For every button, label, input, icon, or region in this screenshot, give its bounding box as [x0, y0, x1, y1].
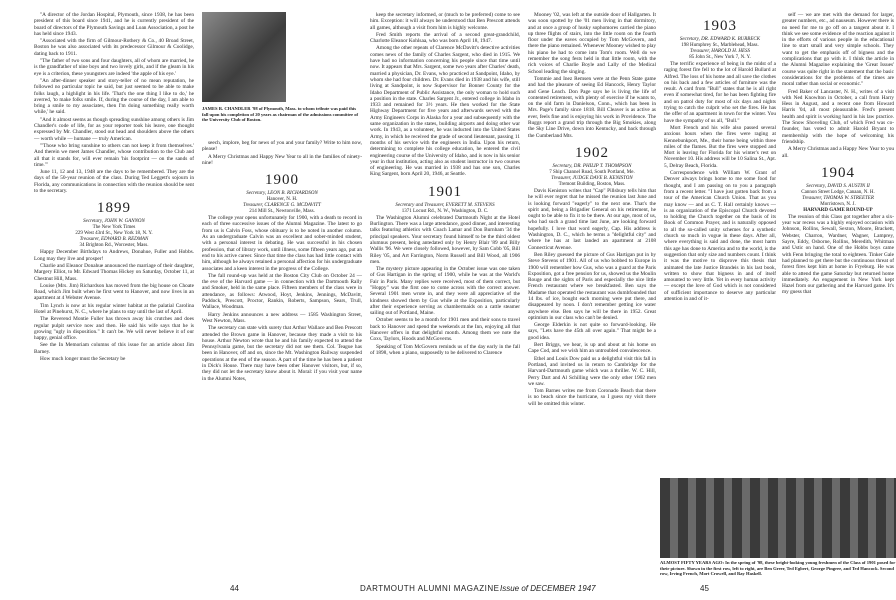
- issue-date: Issue of DECEMBER 1947: [500, 584, 596, 593]
- column-6: [782, 12, 894, 472]
- paragraph: Correspondence with William W. Grant of Denver always brings home to me some food for thought, and I am passing on to you a paragraph from a recent letter. "I have just gotten back from a tour of the American Church Union. That as you may know — and as C. T. Hall certainly knows — is an organization of the Episcopal Church devoted to holding the Church together on the basis of its Book of Common Prayer, and is naturally opposed to all the so-called unity schemes for a synthetic church so much in vogue in these days. After all, where everything is said and done, the most harm this age has done to America and to the world, is the suggestion that only size and numbers count. I think it was the motive to disprove this thesis that animated the late Justice Brandeis in his last book, written to show that bigness in and of itself amounted to very little. Yet in every human activity — except the love of God which is not considered of sufficient importance to deserve any particular attention in and of it-: [664, 170, 776, 302]
- paragraph: The mystery picture appearing in the October issue was one taken of Gus Hartigan in the spring of 1900, while he was at the World's Fair in Paris. Many replies were received, most of them correct, but "Hoppy" was the first one to come across with the correct answer. Several 1901 men wrote in, and they were all appreciative of the kindness showed them by Gus while at the Exposition, particularly after their experience serving as chambermaids on a cattle steamer sailing out of Portland, Maine.: [370, 266, 520, 317]
- column-4: [528, 12, 656, 580]
- paragraph: keep the secretary informed, or (much to be preferred) come to see him. Exception: it will always be understood that Ben Prescott attends all games, although a visit from him is highly welcome.: [370, 12, 520, 31]
- portrait-photo: [202, 12, 286, 102]
- paragraph: Ethel and Louis Dow paid us a delightful visit this fall in Portland, and invited us in return to Cambridge for the Harvard-Dartmouth game which was a thriller. W. C. Hill, Perry Dart and Al Schilling were the only other 1902 men we saw.: [528, 355, 656, 387]
- treasurer-line: Treasurer, HAROLD H. HESS: [689, 49, 751, 54]
- address-line: 198 Humphrey St., Marblehead, Mass.: [681, 43, 759, 48]
- address-line: 214 Mill St., Newtonville, Mass.: [249, 209, 315, 215]
- paragraph: See the In Memoriam columns of this issue for an article about Jim Barney.: [34, 342, 194, 355]
- paragraph: Among the other repeats of Clarence McDavitt's detective activities comes news of the family of Charles Sargent, who died in 1915. We have had no information concerning his people since that time until now. It appears that Mrs. Sargent, some two years after Charles' death, married a physician, Dr. Evans, who practiced at Sandpoint, Idaho, by whom she had four children. Dr. Evans died in 1938 and his wife, still living at Sandpoint, is now Supervisor for Bonner County for the Idaho Department of Public Assistance, the only woman to hold such a position in the state. Charles Sargent Jr., entered college in Idaho in 1933 and remained for 3½ years. He then worked for the State Highway Department for five years and afterwards served with the Army Engineers Corps in Alaska for a year and subsequently with the same organization in the states, building airports and doing other war work. In 1943, as a volunteer, he was inducted into the United States Army, in which he received the grade of second lieutenant, passing 11 months of his service with the engineers in India. Upon his return, determining to complete his college education, he entered the civil engineering course of the University of Idaho, and is now in his senior year in that institution, acting also as student instructor in two courses of engineering. He was married in 1938 and has one son, Charles King Sargent, born April 20, 1946, at Seattle.: [370, 45, 520, 178]
- paragraph: A Merry Christmas and Happy New Year to all in the families of ninety-nine!: [202, 153, 362, 166]
- secretary-line: Secretary, DR. PHILIP T. THOMPSON: [552, 163, 632, 169]
- column-2: [202, 140, 362, 580]
- column-5: [664, 12, 776, 472]
- class-group-photo: [660, 478, 896, 558]
- treasurer-line: Treasurer, THOMAS W. STREETER: [802, 195, 874, 201]
- paragraph: Mort French and his wife also passed several anxious hours when the fires were raging at Kennebunkport, Me., their home being within three miles of the flames. But the fires were stopped and Mort is leaving for Florida for his winter's rest on November 10. His address will be 10 Salina St., Apt. 5, Delray Beach, Florida.: [664, 124, 776, 169]
- magazine-title: DARTMOUTH ALUMNI MAGAZINE: [360, 584, 500, 593]
- paragraph: George Elderkin is not quite so forward-looking. He says, "Lets have the 45th all over again." That might be a good idea.: [528, 322, 656, 341]
- paragraph: Louise (Mrs. Jim) Richardson has moved from the big house on Choate Road, which Jim built when he first went to Hanover, and now lives in an apartment at 4 Webster Avenue.: [34, 282, 194, 302]
- secretary-line: Secretary and Treasurer, EVERETT M. STEVENS: [395, 202, 495, 208]
- paragraph: The Washington Alumni celebrated Dartmouth Night at the Hotel Burlington. There was a large attendance, good dinner, and interesting talks featuring athletics with Coach Lamar and Don Burnham '34 the principal speakers. Your secretary found himself to be the third oldest alumnus present, being antedated only by Henry Blair '89 and Billy Wallis '96. We were closely followed, however, by Sam Cobb '05, Bill Riley '05, and Art Farrington, Norm Russell and Bill Wood, all 1906 men.: [370, 214, 520, 265]
- paragraph: How much longer must the Secretary be: [40, 356, 126, 363]
- paragraph: Happy December Birthdays to Andrews, Donahue, Fuller and Hobbs. Long may they live and prosper!: [34, 249, 194, 262]
- paragraph: Harry Jenkins announces a new address — 1585 Washington Street, West Newton, Mass.: [202, 311, 362, 324]
- address-line: Hanover, N. H.: [266, 197, 298, 203]
- paragraph: self — we are met with the demand for larger, greater numbers, etc., ad nauseum. However there is no need for me to go off on a tangent about it. I think we see some evidence of the reaction against it in the efforts of various people in the educational line to start small and very simple schools. They want to get the emphasis off of bigness and the complications that go with it. I think the article in the Alumni Magazine explaining the 'Great Issues' course was quite right in the statement that the basic considerations for the problems of the times are moral rather than social or economic.": [782, 12, 894, 88]
- paragraph: June 11, 12 and 13, 1948 are the days to be remembered. They are the days of the 50-year reunion of the class. During Ted Leggett's sojourn in Florida, any communications in connection with the reunion should be sent to the secretary.: [34, 169, 194, 195]
- class-year-heading: 1899: [97, 200, 131, 217]
- treasurer-line: Treasurer, CLARENCE G. MCDAVITT: [243, 203, 321, 209]
- paragraph: The secretary can state with surety that Arthur Wallace and Ben Prescott attended the Brown game in Hanover, because they made a visit to his house. Arthur Newton wrote that he and his family expected to attend the Pennsylvania game, but the secretary did not see them. Col. Teague has been in Hanover, off and on, since the Mt. Washington Railway suspended operations at the end of the season. A part of the time he has been a patient in Dick's House. There may have been other Hanover visitors, but, if so, they did not let the secretary know about it. Moral: if you visit your name in the Alumni Notes,: [202, 325, 362, 382]
- paragraph: The terrific experience of being in the midst of a raging forest fire fell to the lot of Harold Bullard at Alfred. The loss of his home and all save the clothes on his back and a few articles of furniture was the result. A card from "Bull" states that he is all right even if somewhat tired, for he has been fighting fire and on patrol duty for most of six days and nights trying to catch the culprit who set the fires. He has the offer of an apartment in town for the winter. You have the sympathy of us all, "Bull.": [664, 61, 776, 124]
- paragraph: The college year opens unfortunately for 1900, with a death to record in each of three successive issues of the Alumni Magazine. The latest to go from us is Calvin Foss, whose obituary is to be noted in another column. As an undergraduate Calvin was an excellent and sober-minded student, with a personal interest in debating. He was successful in his chosen profession, that of library work, until illness, some fifteen years ago, put an end to his active career. Since that time the class has had little contact with him, although he always retained a personal affection for his undergraduate associates and a keen interest in the progress of the College.: [202, 215, 362, 272]
- paragraph: Ben Riley guessed the picture of Gus Hartigan put in by Steve Stevens of 1901. All of us who bobbed to Europe in 1900 will remember how Gus, who was a guard at the Paris Exposition, got a free pension for us, showed us the Moulin Rouge and the sights of Paris and especially the nice little French restaurant where we breakfasted. Ben says the Madame that operated the restaurant was dumbfounded that 14 lbs. of ice, bought each morning were put there, and disappeared by noon. I don't remember getting ice water anywhere else. Ben says he will be there in 1952. Great optimism in our class who can't be denied.: [528, 251, 656, 321]
- paragraph: Mooney '02, was left at the outside door of Hallgarten. It was soon spotted by the '01 men living in that dormitory, and at once a group of husky sophomores carried the piano up three flights of stairs, into the little room on the fourth floor under the eaves occupied by Tom McGovern, and there the piano remained. Whenever Mooney wished to play his piano he had to come into Tom's room. Well do we remember the song fests held in that little room, with the rich voices of Charlie Boyle and Lally of the Medical School leading the singing.: [528, 12, 656, 75]
- secretary-line: Secretary, DAVID S. AUSTIN II: [806, 183, 870, 189]
- paragraph: Tim Lynch is now at his regular winter habitat at the palatial Carolina Hotel at Pinehurst, N. C., where he plans to stay until the last of April.: [34, 302, 194, 315]
- secretary-line: Secretary, LEON B. RICHARDSON: [246, 191, 318, 197]
- paragraph: The reunion of this Class got together after a six-year war recess was a highly enjoyed occasion with Johnson, Rollins, Sewall, Sexton, Moore, Brackett, Webster, Charron, Wardner, Wagner, Lamprey, Sayre, Eddy, Osborne, Rollins, Meredith, Whitman and Ustic on hand. One of the Hobbs boys came with Fenn bringing the total to eighteen. Tinker Gale had planned to get there but the continuous threat of forest fires kept him at home in Fryeburg. He was able to attend the game Saturday but returned home immediately. An engagement in New York kept Hazel from our gathering and the Harvard game. It's my guess that: [782, 213, 894, 296]
- photo-caption: JAMES R. CHANDLER '98 of Plymouth, Mass. to whom tribute was paid this fall upon his completion of 20 years as chairman of the admissions committee of the University Club of Boston.: [202, 106, 359, 123]
- treasurer-line: Treasurer, JUDGE DAVE B. KENISTON: [551, 175, 633, 181]
- paragraph: "'Those who bring sunshine to others can not keep it from themselves.' And therein we meet James Chandler, whose contribution to the Club and all that it stands for, will ever remain 'his footprint — on the sands of time.'": [34, 142, 194, 168]
- column-1: [34, 12, 194, 580]
- class-year-heading: 1902: [575, 144, 609, 161]
- paragraph: Davis Keniston writes that "Cap" Pillsbury tells him that he will ever regret that he missed the reunion last June and is looking forward "eagerly" to the next one. That's the spirit and, being a Brigadier General on his retirement, he ought to be able to fix it to be there. At our age, most of us, who had such a grand time last June, are looking forward hopefully. I love that word eagerly, Cap. His address is Washington, D. C., which he terms a "delightful city" and where he has at last landed an apartment at 2108 Connecticut Avenue.: [528, 187, 656, 251]
- page-number-right: 45: [700, 584, 709, 593]
- paragraph: Tommie and Inez Remsen were at the Penn State game and had the pleasure of seeing Ed Hancock, Henry Taylor and Gene Leach. Don Page says he is living the life of contented retirement, with plenty of exercise if he wants to, on the old farm in Danielson, Conn., which has been in Mrs. Page's family since 1818. Bill Cleaver is as active as ever, feels fine and is enjoying his work in Providence. The Ruggs report a grand trip through the Big Smokies, along the Sky Line Drive, down into Kentucky, and back through the Cumberland Mts.: [528, 75, 656, 139]
- paragraph: "A director of the Jordan Hospital, Plymouth, since 1938, he has been president of this board since 1941, and he is currently president of the board of directors of the Plymouth Savings and Loan Association, a post he has held since 1943.: [34, 12, 194, 37]
- class-year-heading: 1901: [428, 183, 462, 200]
- treasurer-line: Treasurer, EDWARD B. REDMAN: [79, 237, 149, 243]
- photo-caption: ALMOST FIFTY YEARS AGO: In the spring of '98, these bright-looking young freshmen of the Class of 1901 posed for their picture. Shown in the first row, left to right, are Ben Greer, Ted Egbert, George Pingree, and Ted Hancock. Second row, Irving French, Mort Crowell, and Ray Haskell.: [660, 560, 896, 577]
- address-line: The New York Times: [92, 225, 136, 231]
- subheading: HARVARD GAME ROUND-UP: [803, 207, 873, 213]
- paragraph: A Merry Christmas and a Happy New Year to you all.: [782, 146, 894, 159]
- paragraph: Speaking of Tom McGovern reminds us of the day early in the fall of 1898, when a piano, supposedly to be delivered to Clarence: [370, 343, 520, 356]
- address-line: 229 West 43rd St., New York 18, N. Y.: [75, 231, 153, 237]
- paragraph: "And it almost seems as though spreading sunshine among others is Jim Chandler's code of life, for as your reporter took his leave, one thought expressed by Mr. Chandler, stood out head and shoulders above the others — worth while — humane — truly American.: [34, 116, 194, 142]
- paragraph: Fred Smith reports the arrival of a second great-grandchild, Charlotte Eleanor Kohlsaa, who was born April 18, 1947.: [370, 31, 520, 45]
- paragraph: seech, implore, beg for news of you and your family? Write to him now, please!: [202, 140, 362, 153]
- paragraph: The fall round-up was held at the Boston City Club on October 24 — the eve of the Harvard game — in connection with the Dartmouth Rally and Smoker, held in the same place. Fifteen members of the class were in attendance, as follows: Atwood, Hoyt, Jenkins, Jennings, McDavitt, Paddock, Prescott, Proctor, Rankin, Roberts, Sampson, Sears, Trull, Wallace, Woodman.: [202, 272, 362, 311]
- paragraph: October seems to be a month for 1901 men and their sons to travel back to Hanover and spend the weekends at the Inn, enjoying all that Hanover offers in that delightful month. Among them we note the Coxs, Taylors, Hoods and McGoverns.: [370, 317, 520, 343]
- address-line: Cannon Street Lodge, Canaan, N. H.: [801, 189, 875, 195]
- paragraph: Charlie and Eleanor Donahue announced the marriage of their daughter, Margery Elliot, to Mr. Edward Thomas Hickey on Saturday, October 11, at Chestnut Hill, Mass.: [34, 262, 194, 282]
- address-line: Morristown, N. J.: [820, 201, 856, 207]
- address-line: 34 Brighton Rd., Worcester, Mass.: [79, 243, 149, 249]
- paragraph: Bert Briggs, we hear, is up and about at his home on Cape Cod, and we wish him an untroubled convalescence.: [528, 342, 656, 355]
- paragraph: The Reverend Montie Fuller has thrown away his crutches and does regular pulpit service now and then. He said his wife says that he is growing "ugly in disposition." It can't be. We will never believe it of our happy, genial office.: [34, 316, 194, 342]
- secretary-line: Secretary, JOHN W. GANNON: [83, 219, 145, 225]
- paragraph: "An after-dinner speaker and story-teller of no mean reputation, he followed no particular topic he said, but just seemed to be able to make folks laugh, a highlight in his life. 'That's the one thing I like to do,' he averred, 'to make folks smile. If, during the course of the day, I am able to bring a smile to my associates, then I'm doing something really worth while,' he said.: [34, 77, 194, 116]
- paragraph: "Associated with the firm of Gilmour-Rothery & Co., 40 Broad Street, Boston he was also associated with its predecessor Gilmour & Coolidge, dating back to 1911.: [34, 38, 194, 57]
- column-3: [370, 12, 520, 580]
- address-line: 85 John St., New York 7, N. Y.: [689, 55, 751, 60]
- page-number-left: 44: [230, 584, 239, 593]
- address-line: 7 Ship Channel Road, South Portland, Me.: [549, 169, 635, 175]
- address-line: 1371 Locust Rd., N. W., Washington, D. C.: [401, 208, 489, 214]
- paragraph: "The father of two sons and four daughters, all of whom are married, he is the grandfather of nine boys and two lovely girls, and if the gleam in his eye is a criterion, these youngsters are indeed 'the apple of his eye.': [34, 58, 194, 77]
- paragraph: Tom Barnes writes me from Coronado Beach that there is no beach since the hurricane, so I guess my visit there will be omitted this winter.: [528, 388, 656, 407]
- address-line: Tremont Building, Boston, Mass.: [558, 181, 626, 187]
- paragraph: Fred Baker of Lancaster, N. H., writes of a visit with Ned Knowlton in October, a call from Harry Hess in August, and a recent one from Howard Harris '04, all most pleasurable. Fred's present health and spirit is working hard in his law practice. The Snow Shoveling Club, of which Fred was co-founder, has voted to admit Harold Bryant to membership with the hope of welcoming his friendship.: [782, 88, 894, 145]
- class-year-heading: 1900: [265, 172, 299, 189]
- class-year-heading: 1904: [821, 164, 855, 181]
- class-year-heading: 1903: [703, 18, 737, 34]
- secretary-line: Secretary, DR. EDWARD K. BURBECK: [679, 37, 761, 42]
